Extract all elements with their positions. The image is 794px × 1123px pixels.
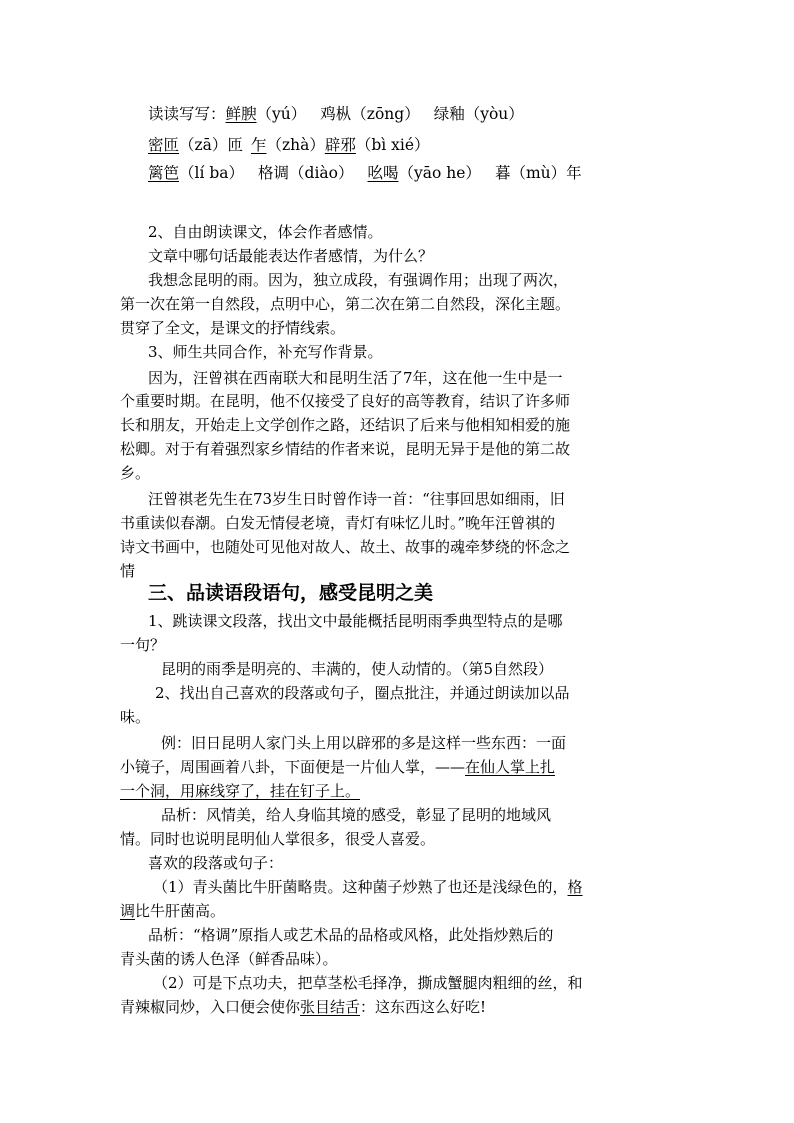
background-line: 因为，汪曾祺在西南联大和昆明生活了7年，这在他一生中是一 [148, 369, 563, 387]
vocab-pinyin: （yú） [256, 105, 307, 123]
favorite-item-1 [153, 877, 583, 897]
vocab-word: 密匝 [148, 136, 180, 154]
vocab-pinyin: （lí ba） [179, 164, 245, 182]
vocab-pinyin: （yòu） [464, 105, 524, 123]
background-line: 个重要时期。在昆明，他不仅接受了良好的高等教育，结识了许多师 [120, 392, 571, 410]
vocab-label: 读读写写： [148, 105, 226, 123]
question-2-line: 2、找出自己喜欢的段落或句子，圈点批注，并通过朗读加以品 [155, 684, 570, 702]
poem-line: 书重读似春潮。白发无情侵老境，青灯有味忆儿时。”晚年汪曾祺的 [120, 514, 556, 532]
question-1-line: 一句？ [120, 636, 166, 654]
favorite-text: 比牛肝菌高。 [135, 902, 226, 920]
vocab-row-1 [148, 104, 524, 124]
favorite-underlined: 张目结舌 [300, 998, 361, 1016]
vocab-pinyin: （yāo he） [398, 164, 481, 182]
vocab-row-2 [148, 135, 430, 155]
background-line: 松卿。对于有着强烈家乡情结的作者来说，昆明无异于是他的第二故 [120, 440, 571, 458]
analysis-line: 品析：“格调”原指人或艺术品的品格或风格，此处指炒熟后的 [148, 926, 554, 944]
vocab-pinyin: （zhà） [266, 136, 325, 154]
favorite-text: 青辣椒同炒，入口便会使你 [120, 998, 301, 1016]
vocab-word: 辟邪 [324, 136, 356, 154]
section-heading: 三、品读语段语句，感受昆明之美 [148, 582, 434, 604]
analysis-line: 品析：风情美，给人身临其境的感受，彰显了昆明的地域风 [161, 806, 552, 824]
favorite-label: 喜欢的段落或句子： [148, 854, 284, 872]
favorite-item-1-cont [120, 901, 225, 921]
poem-line: 汪曾祺老先生在73岁生日时曾作诗一首：“往事回思如细雨，旧 [148, 490, 565, 508]
favorite-underlined: 调 [120, 902, 136, 920]
vocab-word: 吆喝 [367, 164, 399, 182]
question-1-answer: 昆明的雨季是明亮的、丰满的，使人动情的。（第5自然段） [161, 660, 554, 678]
poem-line: 情 [120, 562, 136, 580]
section-2-answer-line: 第一次在第一自然段，点明中心，第二次在第二自然段，深化主题。 [120, 295, 571, 313]
section-2-answer-line: 我想念昆明的雨。因为，独立成段，有强调作用；出现了两次， [148, 271, 569, 289]
vocab-row-3 [148, 163, 582, 183]
vocab-pinyin: （bì xié） [355, 136, 430, 154]
example-underlined: 在仙人掌上扎 [465, 758, 556, 776]
section-2-question: 文章中哪句话最能表达作者感情，为什么？ [148, 247, 434, 265]
section-2-title: 2、自由朗读课文，体会作者感情。 [148, 223, 383, 241]
question-1-line: 1、跳读课文段落，找出文中最能概括昆明雨季典型特点的是哪 [148, 612, 563, 630]
vocab-word: 鲜腴 [225, 105, 257, 123]
favorite-underlined: 格 [567, 878, 583, 896]
vocab-word: 乍 [250, 136, 267, 154]
example-text: 小镜子，周围画着八卦，下面便是一片仙人掌，—— [120, 758, 466, 776]
vocab-word: 鸡枞 [320, 105, 352, 123]
background-line: 长和朋友，开始走上文学创作之路，还结识了后来与他相知相爱的施 [120, 416, 571, 434]
analysis-line: 青头菌的诱人色泽（鲜香品味）。 [120, 950, 338, 968]
favorite-text: ：这东西这么好吃! [360, 998, 487, 1016]
example-underlined-line: 一个洞，用麻线穿了，挂在钉子上。 [120, 782, 361, 800]
vocab-pinyin: （diào） [289, 164, 354, 182]
vocab-pinyin: （zā） [179, 136, 228, 154]
vocab-pinyin: （zōng） [351, 105, 420, 123]
favorite-item-2: （2）可是下点功夫，把草茎松毛择净，撕成蟹腿肉粗细的丝，和 [153, 974, 583, 992]
example-line: 例：旧日昆明人家门头上用以辟邪的多是这样一些东西：一面 [161, 734, 567, 752]
poem-line: 诗文书画中，也随处可见他对故人、故土、故事的魂牵梦绕的怀念之 [120, 538, 571, 556]
vocab-word: 绿釉 [433, 105, 465, 123]
analysis-line: 情。同时也说明昆明仙人掌很多，很受人喜爱。 [120, 830, 436, 848]
favorite-item-2-cont [120, 997, 486, 1017]
example-line [120, 757, 555, 777]
vocab-word: 格调 [258, 164, 290, 182]
vocab-word: 篱笆 [148, 164, 180, 182]
vocab-word: 匝 [227, 136, 243, 154]
favorite-text: （1）青头菌比牛肝菌略贵。这种菌子炒熟了也还是浅绿色的， [153, 878, 568, 896]
section-3-title: 3、师生共同合作，补充写作背景。 [148, 343, 383, 361]
question-2-line: 味。 [120, 708, 151, 726]
section-2-answer-line: 贯穿了全文，是课文的抒情线索。 [120, 319, 346, 337]
vocab-pinyin: （mù）年 [510, 164, 582, 182]
background-line: 乡。 [120, 464, 151, 482]
vocab-word: 暮 [494, 164, 511, 182]
